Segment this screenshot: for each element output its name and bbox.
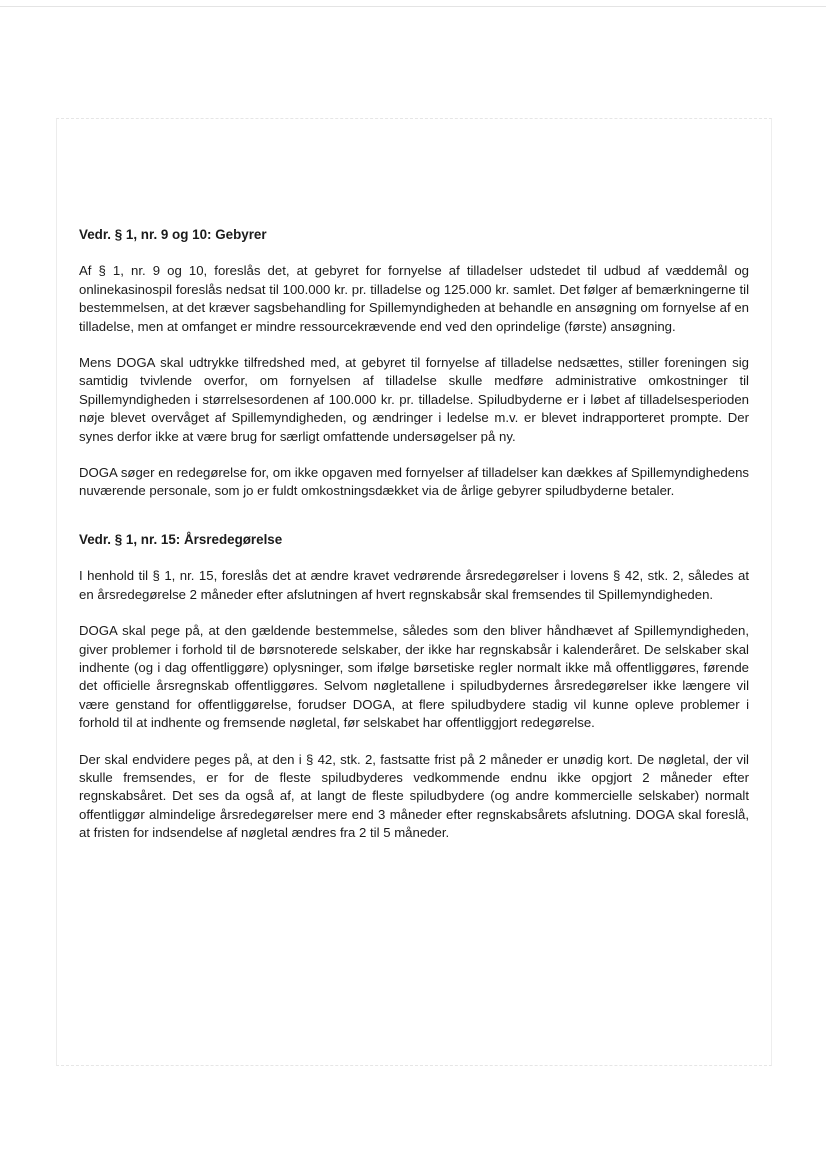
section-heading: Vedr. § 1, nr. 9 og 10: Gebyrer — [79, 227, 267, 242]
scan-edge — [0, 6, 826, 7]
paragraph: Der skal endvidere peges på, at den i § 42, stk. 2, fastsatte frist på 2 måneder er unødig kort. De nøgletal, der vil skulle fremsendes, er for de fleste spiludbyderes vedkommende endnu ikke opgjort 2 måneder efter regnskabsåret. Det ses da også af, at langt de fleste spiludbydere (og andre kommercielle selskaber) normalt offentliggør almindelige årsredegørelser mere end 3 måneder efter regnskabsårets afslutning. DOGA skal foreslå, at fristen for indsendelse af nøgletal ændres fra 2 til 5 måneder. — [79, 751, 749, 841]
section-gebyrer — [79, 226, 749, 501]
section-aarsredegoerelse — [79, 531, 749, 843]
paragraph: Af § 1, nr. 9 og 10, foreslås det, at gebyret for fornyelse af tilladelser udstedet til udbud af væddemål og onlinekasinospil foreslås nedsat til 100.000 kr. pr. tilladelse og 125.000 kr. samlet. Det følger af bemærkningerne til bestemmelsen, at det kræver sagsbehandling for Spillemyndigheden at behandle en ansøgning om fornyelse af en tilladelse, men at omfanget er mindre ressourcekrævende end ved den oprindelige (første) ansøgning. — [79, 263, 749, 334]
paragraph: DOGA skal pege på, at den gældende bestemmelse, således som den bliver håndhævet af Spillemyndigheden, giver problemer i forhold til de børsnoterede selskaber, der ikke har regnskabsår i kalenderåret. De selskaber skal indhente (og i dag offentliggøre) oplysninger, som ifølge børsetiske regler normalt ikke må offentliggøres, førende det officielle årsregnskab offentliggøres. Selvom nøgletallene i spiludbydernes årsredegørelser ikke længere vil være genstand for offentliggørelse, forudser DOGA, at flere spiludbydere stadig vil kunne opleve problemer i forhold til at indhente og fremsende nøgletal, før selskabet har offentliggjort redegørelse. — [79, 623, 749, 731]
paragraph: Mens DOGA skal udtrykke tilfredshed med, at gebyret til fornyelse af tilladelse nedsættes, stiller foreningen sig samtidig tvivlende overfor, om fornyelsen af tilladelse skulle medføre administrative omkostninger til Spillemyndigheden i størrelsesordenen af 100.000 kr. pr. tilladelse. Spiludbyderne er i løbet af tilladelsesperioden nøje blevet overvåget af Spillemyndigheden, og ændringer i ledelse m.v. er blevet indrapporteret prompte. Der synes derfor ikke at være brug for særligt omfattende undersøgelser på ny. — [79, 355, 749, 444]
paragraph: DOGA søger en redegørelse for, om ikke opgaven med fornyelser af tilladelser kan dækkes af Spillemyndighedens nuværende personale, som jo er fuldt omkostningsdækket via de årlige gebyrer spiludbyderne betaler. — [79, 465, 749, 499]
document-body — [79, 226, 749, 861]
section-heading: Vedr. § 1, nr. 15: Årsredegørelse — [79, 531, 283, 547]
paragraph: I henhold til § 1, nr. 15, foreslås det at ændre kravet vedrørende årsredegørelser i lovens § 42, stk. 2, således at en årsredegørelse 2 måneder efter afslutningen af hvert regnskabsår skal fremsendes til Spillemyndigheden. — [79, 568, 749, 602]
